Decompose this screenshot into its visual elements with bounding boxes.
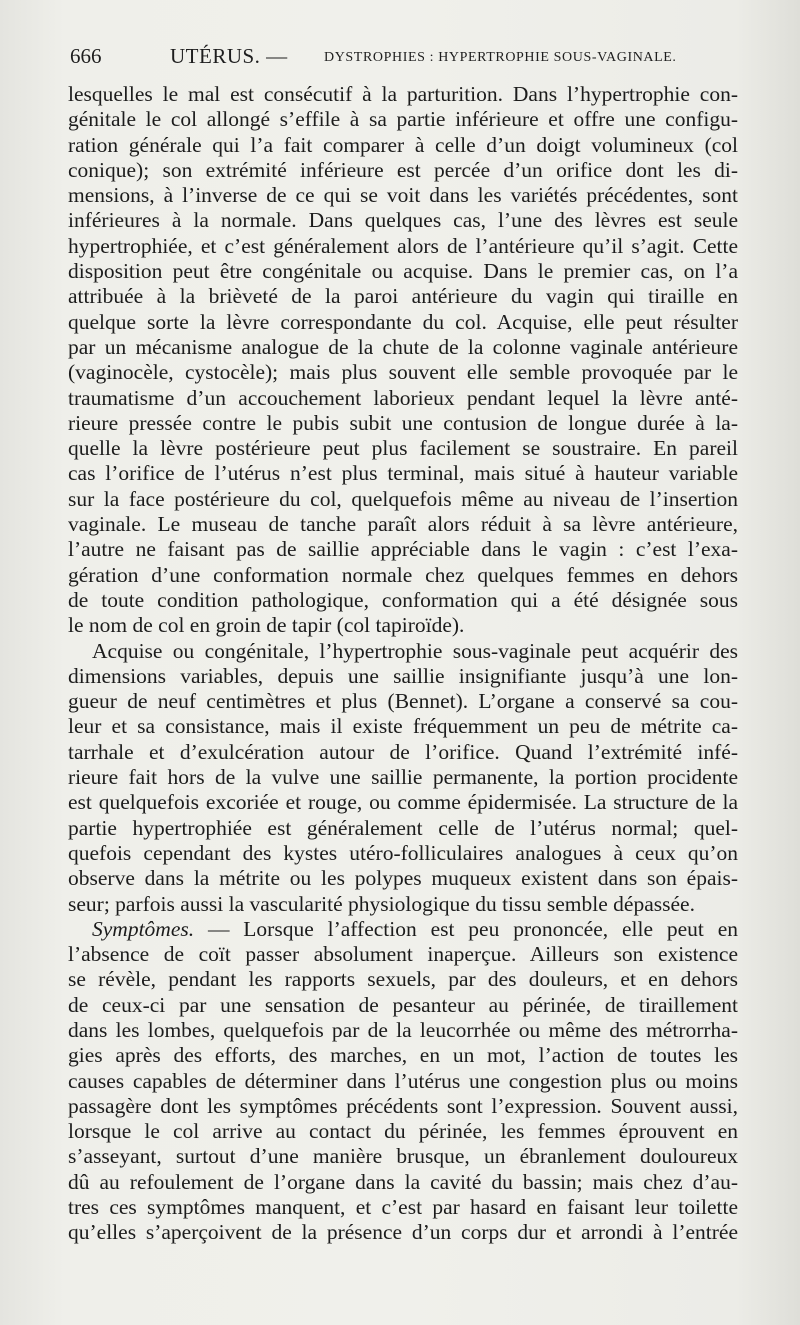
- text-line: quelle la lèvre postérieure peut plus facilement se soustraire. En pareil: [68, 436, 738, 461]
- text-line: lesquelles le mal est consécutif à la parturition. Dans l’hypertrophie con-: [68, 82, 738, 106]
- text-line: de ceux-ci par une sensation de pesanteur au périnée, de tiraillement: [68, 992, 738, 1017]
- body-text: [68, 82, 738, 1246]
- running-subtitle: DYSTROPHIES : HYPERTROPHIE SOUS-VAGINALE.: [324, 50, 677, 65]
- text-line: vaginale. Le museau de tanche paraît alors réduit à sa lèvre antérieure,: [68, 512, 738, 537]
- text-line: dimensions variables, depuis une saillie insignifiante jusqu’à une lon-: [68, 663, 738, 688]
- section-heading-symptoms: Symptômes.: [92, 916, 195, 941]
- page-number: 666: [70, 44, 102, 68]
- paragraph-anatomy: [68, 639, 738, 917]
- text-line: quelque sorte la lèvre correspondante du col. Acquise, elle peut résulter: [68, 309, 738, 334]
- text-line: le nom de col en groin de tapir (col tapiroïde).: [68, 613, 465, 638]
- text-run: — Lorsque l’affection est peu prononcée, elle peut en: [194, 916, 738, 941]
- text-line: cas l’orifice de l’utérus n’est plus terminal, mais situé à hauteur variable: [68, 461, 738, 486]
- paragraph-hypertrophy-forms: [68, 82, 738, 639]
- text-line: sur la face postérieure du col, quelquefois même au niveau de l’insertion: [68, 486, 738, 511]
- text-line: s’asseyant, surtout d’une manière brusque, un ébranlement douloureux: [68, 1144, 738, 1169]
- text-line: seur; parfois aussi la vascularité physiologique du tissu semble dépassée.: [68, 891, 695, 916]
- text-line: mensions, à l’inverse de ce qui se voit dans les variétés précédentes, sont: [68, 183, 738, 208]
- text-line: disposition peut être congénitale ou acquise. Dans le premier cas, on l’a: [68, 259, 738, 284]
- text-line: qu’elles s’aperçoivent de la présence d’un corps dur et arrondi à l’entrée: [68, 1220, 738, 1245]
- text-line: lorsque le col arrive au contact du périnée, les femmes éprouvent en: [68, 1119, 738, 1144]
- text-line: Acquise ou congénitale, l’hypertrophie sous-vaginale peut acquérir des: [92, 638, 738, 663]
- text-line: est quelquefois excoriée et rouge, ou comme épidermisée. La structure de la: [68, 790, 738, 815]
- running-title: UTÉRUS. —: [170, 44, 288, 68]
- running-header: [70, 42, 742, 76]
- text-line: l’absence de coït passer absolument inaperçue. Ailleurs son existence: [68, 942, 738, 967]
- text-line: leur et sa consistance, mais il existe fréquemment un peu de métrite ca-: [68, 714, 738, 739]
- text-line: tres ces symptômes manquent, et c’est par hasard en faisant leur toilette: [68, 1195, 738, 1220]
- text-line: attribuée à la brièveté de la paroi antérieure du vagin qui tiraille en: [68, 284, 738, 309]
- text-line: causes capables de déterminer dans l’utérus une congestion plus ou moins: [68, 1068, 738, 1093]
- text-line: inférieures à la normale. Dans quelques cas, l’une des lèvres est seule: [68, 208, 738, 233]
- text-line: partie hypertrophiée est généralement celle de l’utérus normal; quel-: [68, 815, 738, 840]
- text-line: tarrhale et d’exulcération autour de l’orifice. Quand l’extrémité infé-: [68, 739, 738, 764]
- text-line: rieure fait hors de la vulve une saillie permanente, la portion procidente: [68, 765, 738, 790]
- text-line: ration générale qui l’a fait comparer à celle d’un doigt volumineux (col: [68, 132, 738, 157]
- text-line: observe dans la métrite ou les polypes muqueux existent dans son épais-: [68, 866, 738, 891]
- text-line: rieure pressée contre le pubis subit une contusion de longue durée à la-: [68, 410, 738, 435]
- text-line: traumatisme d’un accouchement laborieux pendant lequel la lèvre anté-: [68, 385, 738, 410]
- text-line: (vaginocèle, cystocèle); mais plus souvent elle semble provoquée par le: [68, 360, 738, 385]
- paragraph-symptoms: [68, 917, 738, 1246]
- text-line: passagère dont les symptômes précédents sont l’expression. Souvent aussi,: [68, 1093, 738, 1118]
- text-line: par un mécanisme analogue de la chute de la colonne vaginale antérieure: [68, 334, 738, 359]
- text-line: se révèle, pendant les rapports sexuels, par des douleurs, et en dehors: [68, 967, 738, 992]
- text-line: l’autre ne faisant pas de saillie appréciable dans le vagin : c’est l’exa-: [68, 537, 738, 562]
- text-line: dans les lombes, quelquefois par de la leucorrhée ou même des métrorrha-: [68, 1017, 738, 1042]
- text-line: dû au refoulement de l’organe dans la cavité du bassin; mais chez d’au-: [68, 1169, 738, 1194]
- text-line: génitale le col allongé s’effile à sa partie inférieure et offre une configu-: [68, 107, 738, 132]
- text-line: [68, 917, 738, 942]
- text-line: conique); son extrémité inférieure est percée d’un orifice dont les di-: [68, 157, 738, 182]
- text-line: quefois cependant des kystes utéro-folliculaires analogues à ceux qu’on: [68, 840, 738, 865]
- text-line: hypertrophiée, et c’est généralement alors de l’antérieure qu’il s’agit. Cette: [68, 233, 738, 258]
- text-line: gueur de neuf centimètres et plus (Bennet). L’organe a conservé sa cou-: [68, 689, 738, 714]
- text-line: gération d’une conformation normale chez quelques femmes en dehors: [68, 562, 738, 587]
- text-line: gies après des efforts, des marches, en un mot, l’action de toutes les: [68, 1043, 738, 1068]
- text-line: de toute condition pathologique, conformation qui a été désignée sous: [68, 587, 738, 612]
